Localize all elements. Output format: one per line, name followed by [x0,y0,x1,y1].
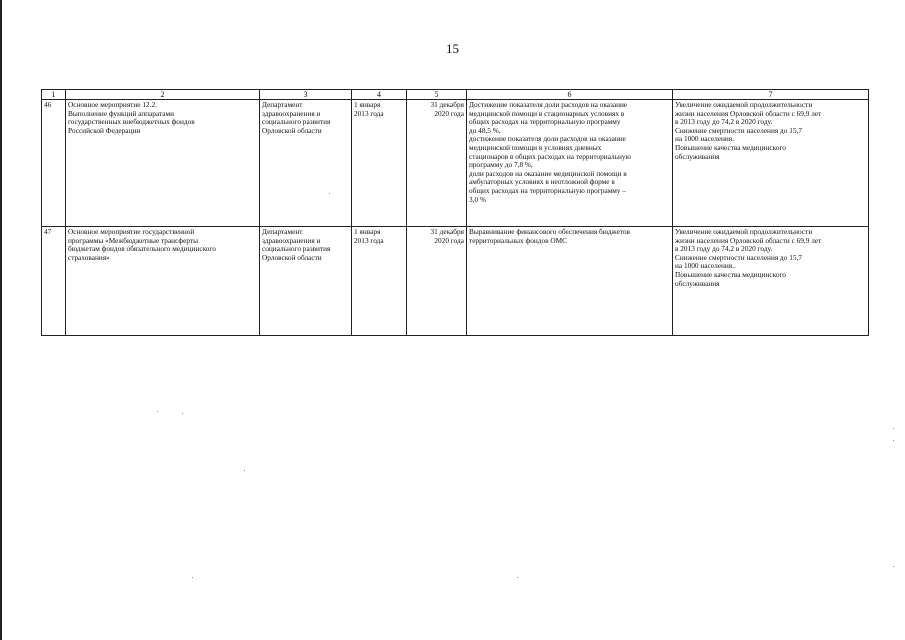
cell-line: Департамент [262,100,303,109]
cell-line: 2020 года [434,108,464,118]
start-date-cell [352,227,407,336]
cell-line: до 48,5 %, [469,125,501,135]
cell-line: Выполнение функций аппаратами [68,108,174,118]
cell-line: стационаров в общих расходах на территориальную [469,151,631,161]
cell-line: Снижение смертности населения до 15,7 [675,125,802,135]
cell-line: Российской Федерации [68,125,141,135]
cell-line: 31 декабря [430,227,464,236]
scan-speck [893,428,894,429]
cell-line: общих расходах на территориальную программу – [469,186,627,196]
result-cell [467,227,673,336]
executor-cell [260,227,352,336]
cell-line: Орловской области [262,252,322,262]
cell-line: 2020 года [434,235,464,245]
header-col-2: 2 [66,90,260,100]
cell-line: Снижение смертности населения до 15,7 [675,252,802,262]
measure-cell [66,227,260,336]
cell-line: Увеличение ожидаемой продолжительности [675,100,813,109]
cell-line: в 2013 году до 74,2 в 2020 году. [675,117,773,127]
executor-cell [260,100,352,227]
table-row [42,100,869,227]
start-date-cell [352,100,407,227]
scan-speck [517,577,518,578]
table-header-row [42,90,869,100]
measures-table [41,89,869,336]
cell-line: на 1000 населения.. [675,261,736,271]
table-row [42,227,869,336]
scan-speck [329,193,330,194]
cell-line: амбулаторных условиях в неотложной форме в [469,177,615,187]
cell-line: Основное мероприятие государственной [68,227,195,236]
end-date-cell [407,227,467,336]
cell-line: Увеличение ожидаемой продолжительности [675,227,813,236]
cell-line: Основное мероприятие 12.2. [68,100,157,109]
cell-line: страхования» [68,252,110,262]
cell-line: программу до 7,8 %, [469,160,533,170]
cell-line: Орловской области [262,125,322,135]
scan-speck [157,411,158,412]
cell-line: общих расходах на территориальную программу [469,117,621,127]
cell-line: достижение показателя доли расходов на оказание [469,134,626,144]
cell-line: программы «Межбюджетные трансферты [68,235,199,245]
cell-line: на 1000 населения. [675,134,734,144]
cell-line: Достижение показателя доли расходов на оказание [469,100,628,109]
cell-line: государственных внебюджетных фондов [68,117,195,127]
cell-line: социального развития [262,244,331,254]
cell-line: доли расходов на оказание медицинской помощи в [469,168,627,178]
cell-line: Департамент [262,227,303,236]
cell-line: здравоохранения и [262,235,321,245]
row-number: 46 [42,100,66,227]
cell-line: 2013 года [354,108,384,118]
end-date-cell [407,100,467,227]
scan-speck [893,440,894,441]
cell-line: территориальных фондов ОМС [469,235,568,245]
scan-left-edge [0,0,2,640]
cell-line: здравоохранения и [262,108,321,118]
cell-line: в 2013 году до 74,2 в 2020 году. [675,244,773,254]
outcome-cell [673,100,869,227]
header-col-5: 5 [407,90,467,100]
cell-line: 1 января [354,227,381,236]
cell-line: обслуживания [675,278,720,288]
header-col-4: 4 [352,90,407,100]
cell-line: медицинской помощи в условиях дневных [469,143,602,153]
cell-line: социального развития [262,117,331,127]
cell-line: Повышение качества медицинского [675,143,786,153]
row-number: 47 [42,227,66,336]
outcome-cell [673,227,869,336]
measure-cell [66,100,260,227]
cell-line: жизни населения Орловской области с 69,9 лет [675,108,822,118]
page-number: 15 [446,41,459,56]
header-col-7: 7 [673,90,869,100]
scan-speck [893,566,894,567]
result-cell [467,100,673,227]
cell-line: 31 декабря [430,100,464,109]
cell-line: жизни населения Орловской области с 69,9 лет [675,235,822,245]
header-col-3: 3 [260,90,352,100]
cell-line: обслуживания [675,151,720,161]
cell-line: бюджетам фондов обязательного медицинского [68,244,216,254]
scan-speck [192,577,193,578]
cell-line: 2013 года [354,235,384,245]
cell-line: медицинской помощи в стационарных условиях в [469,108,625,118]
cell-line: Повышение качества медицинского [675,270,786,280]
scan-speck [244,470,245,471]
cell-line: 1 января [354,100,381,109]
header-col-6: 6 [467,90,673,100]
scan-speck [182,413,183,414]
cell-line: 3,0 % [469,194,487,204]
header-col-1: 1 [42,90,66,100]
cell-line: Выравнивание финансового обеспечения бюджетов [469,227,630,236]
